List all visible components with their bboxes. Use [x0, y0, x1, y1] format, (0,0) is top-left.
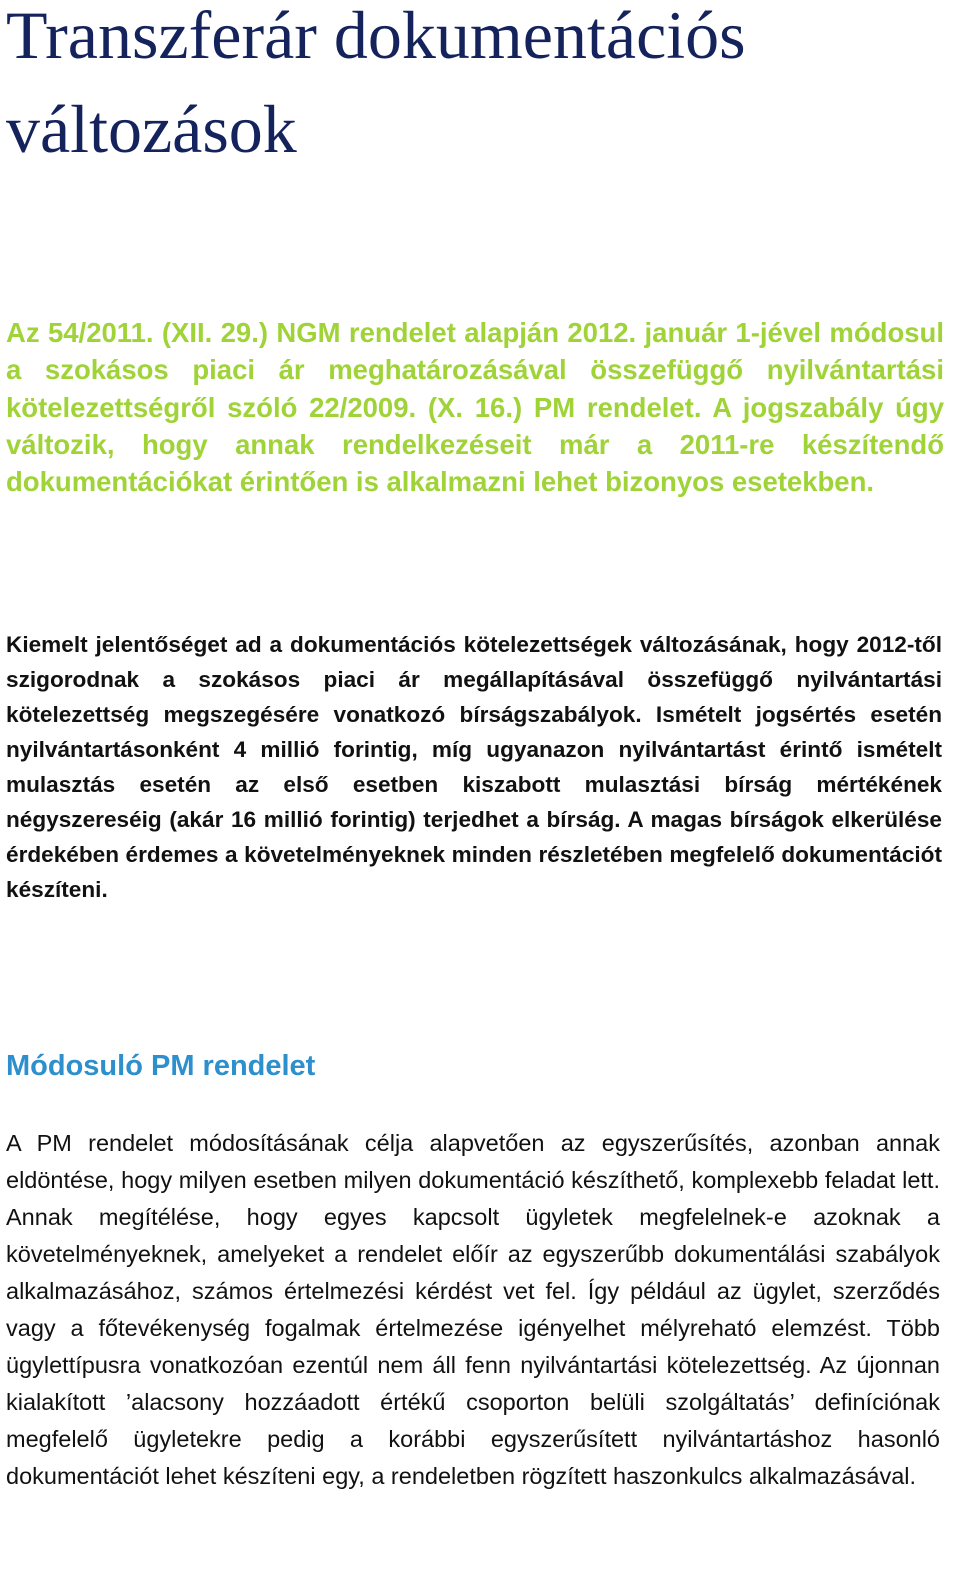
section-heading: Módosuló PM rendelet — [6, 1050, 316, 1082]
emphasis-paragraph: Kiemelt jelentőséget ad a dokumentációs kötelezettségek változásának, hogy 2012-től szigorodnak a szokásos piaci ár megállapításával összefüggő nyilvántartási kötelezettség megszegésére vonatkozó bírságszabályok. Ismételt jogsértés esetén nyilvántartásonként 4 millió forintig, míg ugyanazon nyilvántartást érintő ismételt mulasztás esetén az első esetben kiszabott mulasztási bírság mértékének négyszereséig (akár 16 millió forintig) terjedhet a bírság. A magas bírságok elkerülése érdekében érdemes a követelményeknek minden részletében megfelelő dokumentációt készíteni. — [6, 632, 942, 902]
section-body-paragraph: A PM rendelet módosításának célja alapvetően az egyszerűsítés, azonban annak eldöntése, hogy milyen esetben milyen dokumentáció készíthető, komplexebb feladat lett. Annak megítélése, hogy egyes kapcsolt ügyletek megfelelnek-e azoknak a követelményeknek, amelyeket a rendelet előír az egyszerűbb dokumentálási szabályok alkalmazásához, számos értelmezési kérdést vet fel. Így például az ügylet, szerződés vagy a főtevékenység fogalmak értelmezése igényelhet mélyreható elemzést. Több ügylettípusra vonatkozóan ezentúl nem áll fenn nyilvántartási kötelezettség. Az újonnan kialakított ’alacsony hozzáadott értékű csoporton belüli szolgáltatás’ definíciónak megfelelő ügyletekre pedig a korábbi egyszerűsített nyilvántartáshoz hasonló dokumentációt lehet készíteni egy, a rendeletben rögzített haszonkulcs alkalmazásával. — [6, 1130, 940, 1489]
page-title: Transzferár dokumentációs változások — [6, 0, 746, 167]
intro-paragraph: Az 54/2011. (XII. 29.) NGM rendelet alapján 2012. január 1-jével módosul a szokásos piaci ár meghatározásával összefüggő nyilvántartási kötelezettségről szóló 22/2009. (X. 16.) PM rendelet. A jogszabály úgy változik, hogy annak rendelkezéseit már a 2011-re készítendő dokumentációkat érintően is alkalmazni lehet bizonyos esetekben. — [6, 317, 944, 498]
